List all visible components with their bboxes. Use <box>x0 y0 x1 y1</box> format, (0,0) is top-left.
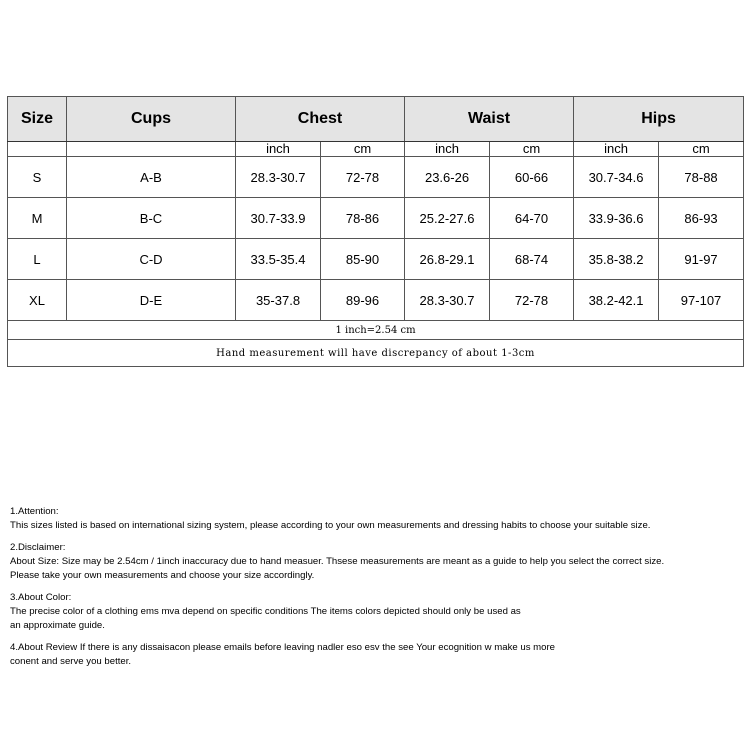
cell-waist-cm: 60-66 <box>490 157 574 198</box>
unit-hips-inch: inch <box>574 142 659 157</box>
table-row <box>8 239 744 280</box>
disclaimer-text: About Size: Size may be 2.54cm / 1inch inaccuracy due to hand measuer. Thsese measurements are meant as a guide to help you select the correct size. <box>10 556 665 567</box>
cell-cups: A-B <box>67 157 236 198</box>
color-text: The precise color of a clothing ems mva depend on specific conditions The items colors depicted should only be used as <box>10 606 521 617</box>
header-hips: Hips <box>574 97 744 142</box>
disclaimer-note <box>10 541 746 583</box>
cell-waist-cm: 68-74 <box>490 239 574 280</box>
cell-cups: D-E <box>67 280 236 321</box>
cell-hips-inch: 35.8-38.2 <box>574 239 659 280</box>
cell-chest-inch: 33.5-35.4 <box>236 239 321 280</box>
review-text: 4.About Review If there is any dissaisacon please emails before leaving nadler eso esv the see Your ecognition w make us more <box>10 642 556 653</box>
header-chest: Chest <box>236 97 405 142</box>
notes-section <box>10 505 746 677</box>
unit-chest-cm: cm <box>321 142 405 157</box>
attention-text: This sizes listed is based on international sizing system, please according to your own measurements and dressing habits to choose your suitable size. <box>10 520 651 531</box>
review-note <box>10 641 746 669</box>
cell-hips-cm: 86-93 <box>659 198 744 239</box>
cell-size: S <box>8 157 67 198</box>
cell-chest-cm: 89-96 <box>321 280 405 321</box>
table-row <box>8 157 744 198</box>
cell-chest-cm: 85-90 <box>321 239 405 280</box>
table-row <box>8 280 744 321</box>
unit-waist-cm: cm <box>490 142 574 157</box>
size-chart-table <box>7 96 744 367</box>
cell-chest-inch: 30.7-33.9 <box>236 198 321 239</box>
cell-hips-cm: 97-107 <box>659 280 744 321</box>
cell-cups: C-D <box>67 239 236 280</box>
cell-hips-inch: 38.2-42.1 <box>574 280 659 321</box>
cell-hips-cm: 91-97 <box>659 239 744 280</box>
cell-waist-inch: 25.2-27.6 <box>405 198 490 239</box>
unit-empty-cups <box>67 142 236 157</box>
cell-waist-cm: 64-70 <box>490 198 574 239</box>
unit-hips-cm: cm <box>659 142 744 157</box>
disclaimer-text: Please take your own measurements and choose your size accordingly. <box>10 570 315 581</box>
cell-hips-inch: 33.9-36.6 <box>574 198 659 239</box>
cell-chest-cm: 78-86 <box>321 198 405 239</box>
measurement-note: Hand measurement will have discrepancy of about 1-3cm <box>8 340 744 367</box>
cell-chest-inch: 35-37.8 <box>236 280 321 321</box>
cell-chest-inch: 28.3-30.7 <box>236 157 321 198</box>
cell-chest-cm: 72-78 <box>321 157 405 198</box>
color-title: 3.About Color: <box>10 592 72 603</box>
cell-hips-inch: 30.7-34.6 <box>574 157 659 198</box>
header-cups: Cups <box>67 97 236 142</box>
unit-row <box>8 142 744 157</box>
cell-cups: B-C <box>67 198 236 239</box>
header-row <box>8 97 744 142</box>
conversion-note: 1 inch=2.54 cm <box>8 321 744 340</box>
cell-waist-cm: 72-78 <box>490 280 574 321</box>
cell-waist-inch: 28.3-30.7 <box>405 280 490 321</box>
cell-size: M <box>8 198 67 239</box>
measurement-row <box>8 340 744 367</box>
unit-empty-size <box>8 142 67 157</box>
attention-note <box>10 505 746 533</box>
header-waist: Waist <box>405 97 574 142</box>
disclaimer-title: 2.Disclaimer: <box>10 542 66 553</box>
header-size: Size <box>8 97 67 142</box>
color-note <box>10 591 746 633</box>
cell-hips-cm: 78-88 <box>659 157 744 198</box>
conversion-row <box>8 321 744 340</box>
cell-waist-inch: 26.8-29.1 <box>405 239 490 280</box>
cell-size: XL <box>8 280 67 321</box>
table-row <box>8 198 744 239</box>
cell-waist-inch: 23.6-26 <box>405 157 490 198</box>
review-text: conent and serve you better. <box>10 656 132 667</box>
unit-waist-inch: inch <box>405 142 490 157</box>
attention-title: 1.Attention: <box>10 506 59 517</box>
unit-chest-inch: inch <box>236 142 321 157</box>
cell-size: L <box>8 239 67 280</box>
color-text: an approximate guide. <box>10 620 105 631</box>
